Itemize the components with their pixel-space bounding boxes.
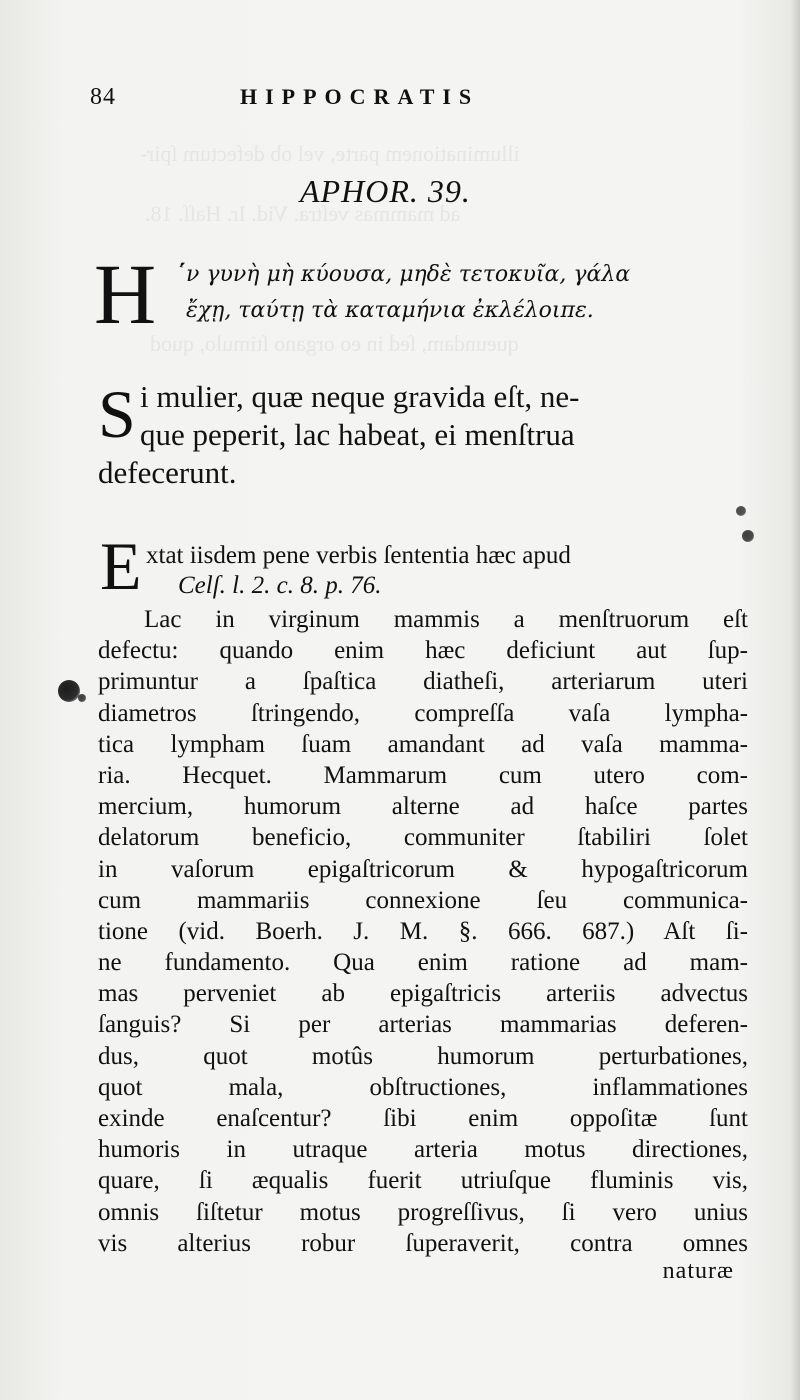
catchword: naturæ <box>662 1258 734 1284</box>
body-line-3: primuntur a ſpaſtica diatheſi, arteriarum uteri <box>98 668 748 696</box>
body-line-9: in vaſorum epigaſtricorum & hypogaſtricorum <box>98 855 748 883</box>
ink-blot <box>78 694 86 702</box>
bleed-through-text: queundam, ſed in eo organo ſtimulo, quod <box>150 331 519 356</box>
greek-line-1: ̔́ν γυνὴ μὴ κύουσα, μηδὲ τετοκυῖα, γάλα <box>186 262 631 287</box>
commentary-body <box>98 604 748 1259</box>
body-line-12: ne fundamento. Qua enim ratione ad mam- <box>98 949 748 977</box>
body-line-10: cum mammariis connexione ſeu communica- <box>98 886 748 914</box>
bleed-through-text: illuminationem parte, vel ob defectum ſpir- <box>140 141 520 166</box>
body-line-15: dus, quot motûs humorum perturbationes, <box>98 1042 748 1070</box>
body-line-1: Lac in virginum mammis a menſtruorum eſt <box>144 606 748 633</box>
body-line-20: omnis ſiſtetur motus progreſſivus, ſi vero unius <box>98 1198 748 1226</box>
commentary-line-1: xtat iisdem pene verbis ſententia hæc apud <box>146 542 571 569</box>
latin-line-3: defecerunt. <box>98 455 237 490</box>
body-line-11: tione (vid. Boerh. J. M. §. 666. 687.) Aſt ſi- <box>98 917 748 945</box>
greek-aphorism <box>94 246 744 342</box>
body-line-19: quare, ſi æqualis fuerit utriuſque fluminis vis, <box>98 1167 748 1195</box>
ink-blot <box>736 506 746 516</box>
body-line-17: exinde enaſcentur? ſibi enim oppoſitæ ſunt <box>98 1105 748 1132</box>
commentary-drop-cap: E <box>100 528 142 604</box>
body-line-7: mercium, humorum alterne ad haſce partes <box>98 793 748 821</box>
body-line-18: humoris in utraque arteria motus directiones, <box>98 1136 748 1164</box>
commentary-opening <box>100 526 770 606</box>
latin-aphorism <box>98 378 758 498</box>
greek-line-2: ἔχῃ, ταύτῃ τὰ καταμήνια ἐκλέλοιπε. <box>186 298 594 323</box>
latin-line-1: i mulier, quæ neque gravida eſt, ne- <box>140 379 580 414</box>
body-line-8: delatorum beneficio, communiter ſtabiliri ſolet <box>98 824 748 852</box>
latin-drop-cap: S <box>98 376 136 452</box>
ink-blot <box>58 680 80 702</box>
bleed-through-text: ad mammas veſtra. Vid. Ir. Haſſ. 18. <box>145 201 461 226</box>
page-edge-shadow <box>790 0 800 1400</box>
ink-blot <box>742 530 754 542</box>
body-line-21: vis alterius robur ſuperaverit, contra omnes <box>98 1229 748 1257</box>
aphorism-title: APHOR. 39. <box>300 173 471 209</box>
page-header <box>90 82 740 122</box>
running-head: HIPPOCRATIS <box>240 84 480 109</box>
latin-line-2: que peperit, lac habeat, ei menſtrua <box>140 417 575 452</box>
body-line-13: mas perveniet ab epigaſtricis arteriis advectus <box>98 980 748 1008</box>
body-line-4: diametros ſtringendo, compreſſa vaſa lympha- <box>98 699 748 727</box>
page-number: 84 <box>90 84 116 110</box>
body-line-16: quot mala, obſtructiones, inflammationes <box>98 1073 748 1101</box>
greek-drop-cap: H <box>94 246 157 342</box>
body-line-14: ſanguis? Si per arterias mammarias deferen- <box>98 1011 748 1039</box>
body-line-2: defectu: quando enim hæc deficiunt aut ſup- <box>98 637 748 665</box>
body-line-6: ria. Hecquet. Mammarum cum utero com- <box>98 761 748 789</box>
body-line-5: tica lympham ſuam amandant ad vaſa mamma- <box>98 730 748 758</box>
commentary-line-2: Celſ. l. 2. c. 8. p. 76. <box>178 572 382 599</box>
